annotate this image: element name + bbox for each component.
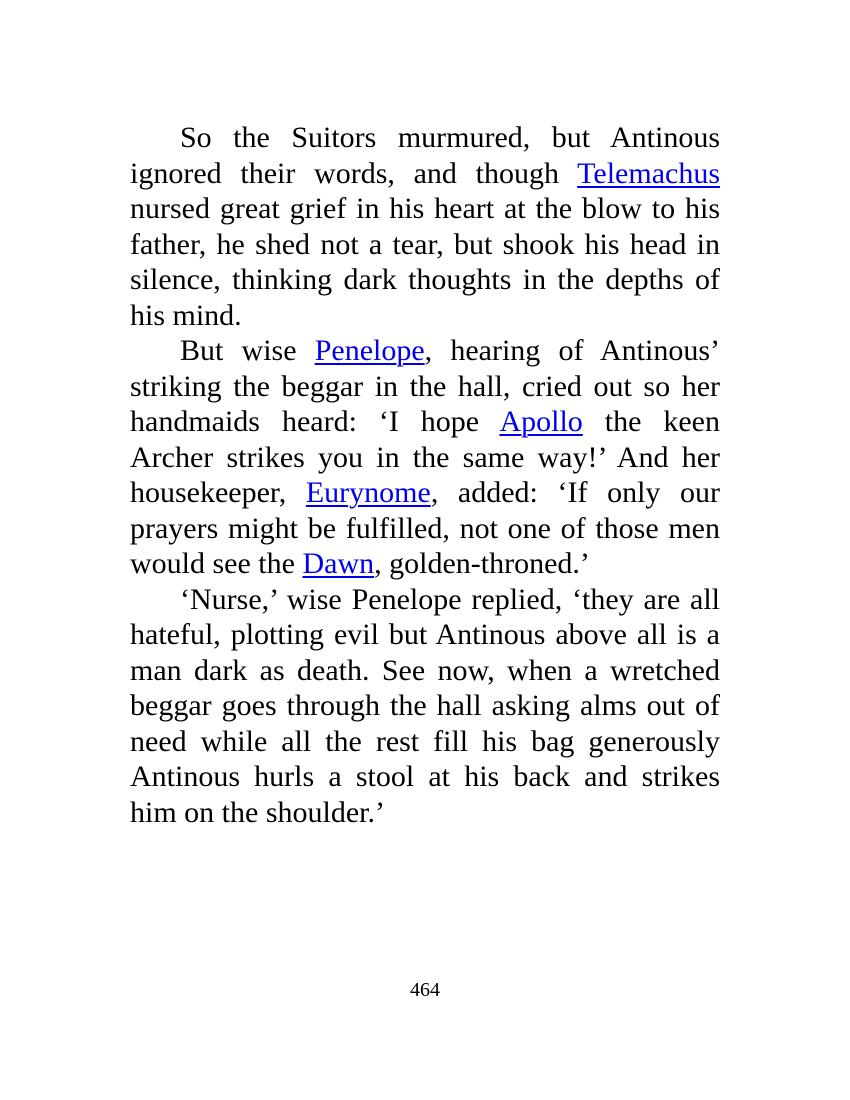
text-run: ‘Nurse,’ wise Penelope replied, ‘they are all hateful, plotting evil but Antinous above all is a man dark as death. See now, when a wretched beggar goes through the hall asking alms out of need while all the rest fill his bag generously Antinous hurls a stool at his back and strikes him on the shoulder.’ (130, 582, 720, 829)
paragraph-3 (130, 582, 720, 831)
text-run: So the Suitors murmured, but Antinous ignored their words, and though (130, 121, 720, 190)
paragraph-1 (130, 120, 720, 333)
page-body (130, 120, 720, 830)
link-penelope[interactable]: Penelope (314, 334, 425, 367)
paragraph-2 (130, 333, 720, 582)
link-telemachus[interactable]: Telemachus (577, 156, 720, 190)
text-run: But wise (180, 334, 315, 367)
page-number: 464 (410, 979, 440, 1001)
text-run: , golden-throned.’ (374, 547, 590, 580)
link-eurynome[interactable]: Eurynome (305, 476, 431, 509)
text-run: , hearing of Antinous’ striking the beggar in the hall, cried out so her handmaids heard: ‘I hope (130, 334, 720, 438)
text-run: nursed great grief in his heart at the blow to his father, he shed not a tear, but shook his head in silence, thinking dark thoughts in the depths of his mind. (130, 192, 720, 332)
text-run: , added: ‘If only our prayers might be fulfilled, not one of those men would see the (130, 476, 720, 580)
link-dawn[interactable]: Dawn (302, 547, 375, 580)
link-apollo[interactable]: Apollo (499, 405, 583, 438)
text-run: the keen Archer strikes you in the same way!’ And her housekeeper, (130, 405, 720, 509)
